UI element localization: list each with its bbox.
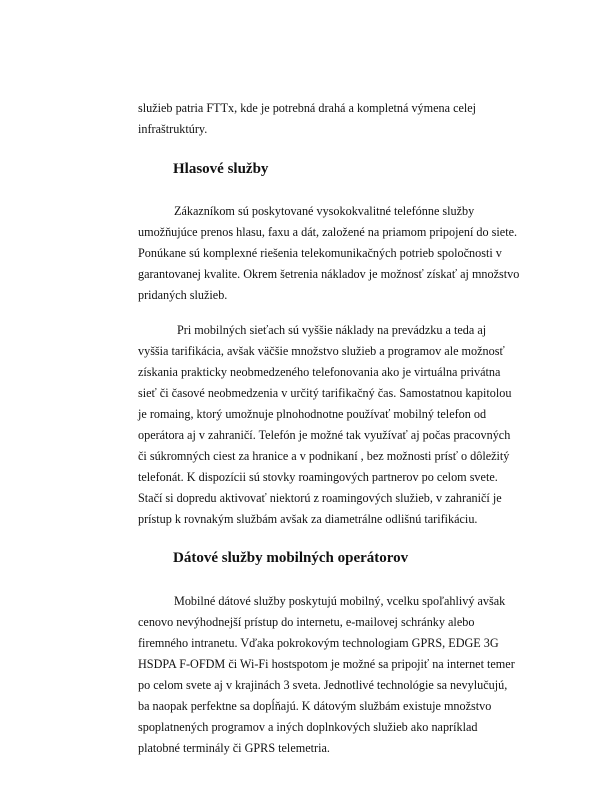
paragraph-line: získania prakticky neobmedzeného telefonovania ako je virtuálna privátna bbox=[138, 365, 501, 379]
paragraph-line: Ponúkane sú komplexné riešenia telekomunikačných potrieb spoločnosti v bbox=[138, 246, 502, 260]
paragraph-line: Zákazníkom sú poskytované vysokokvalitné telefónne služby bbox=[174, 204, 475, 218]
paragraph-line: po celom svete aj v krajinách 3 sveta. Jednotlivé technológie sa nevylučujú, bbox=[138, 678, 508, 692]
intro-line: služieb patria FTTx, kde je potrebná drahá a kompletná výmena celej bbox=[138, 101, 477, 115]
paragraph-line: firemného intranetu. Vďaka pokrokovým technologiam GPRS, EDGE 3G bbox=[138, 636, 499, 650]
paragraph-line: spoplatnených programov a iných doplnkových služieb ako napríklad bbox=[138, 720, 478, 734]
paragraph-line: Pri mobilných sieťach sú vyššie náklady na prevádzku a teda aj bbox=[177, 323, 487, 337]
paragraph-line: je romaing, ktorý umožnuje plnohodnotne používať mobilný telefon od bbox=[138, 407, 487, 421]
paragraph-line: garantovanej kvalite. Okrem šetrenia nákladov je možnosť získať aj množstvo bbox=[138, 267, 520, 281]
paragraph-line: sieť či časové neobmedzenia v určitý tarifikačný čas. Samostatnou kapitolou bbox=[138, 386, 512, 400]
paragraph-line: ba naopak perfektne sa dopĺňajú. K dátovým službám existuje množstvo bbox=[138, 699, 492, 713]
paragraph-line: Stačí si dopredu aktivovať niektorú z roamingových služieb, v zahraničí je bbox=[138, 491, 502, 505]
paragraph-line: vyššia tarifikácia, avšak väčšie množstvo služieb a programov ale možnosť bbox=[138, 344, 505, 358]
paragraph-line: či súkromných ciest za hranice a v podnikaní , bez možnosti prísť o dôležitý bbox=[138, 449, 510, 463]
paragraph-line: cenovo nevýhodnejší prístup do internetu, e-mailovej schránky alebo bbox=[138, 615, 475, 629]
paragraph-line: platobné terminály či GPRS telemetria. bbox=[138, 741, 330, 755]
paragraph-line: prístup k rovnakým službám avšak za diametrálne odlišnú tarifikáciu. bbox=[138, 512, 478, 526]
paragraph-line: umožňujúce prenos hlasu, faxu a dát, založené na priamom pripojení do siete. bbox=[138, 225, 518, 239]
paragraph-line: HSDPA F-OFDM či Wi-Fi hostspotom je možné sa pripojiť na internet temer bbox=[138, 657, 515, 671]
paragraph-line: pridaných služieb. bbox=[138, 288, 228, 302]
section-heading-voice: Hlasové služby bbox=[173, 161, 269, 177]
paragraph-line: Mobilné dátové služby poskytujú mobilný, vcelku spoľahlivý avšak bbox=[174, 594, 506, 608]
paragraph-line: operátora aj v zahraničí. Telefón je možné tak využívať aj počas pracovných bbox=[138, 428, 511, 442]
intro-line: infraštruktúry. bbox=[138, 122, 208, 136]
section-heading-data: Dátové služby mobilných operátorov bbox=[173, 550, 409, 566]
paragraph-line: telefonát. K dispozícii sú stovky roamingových partnerov po celom svete. bbox=[138, 470, 498, 484]
